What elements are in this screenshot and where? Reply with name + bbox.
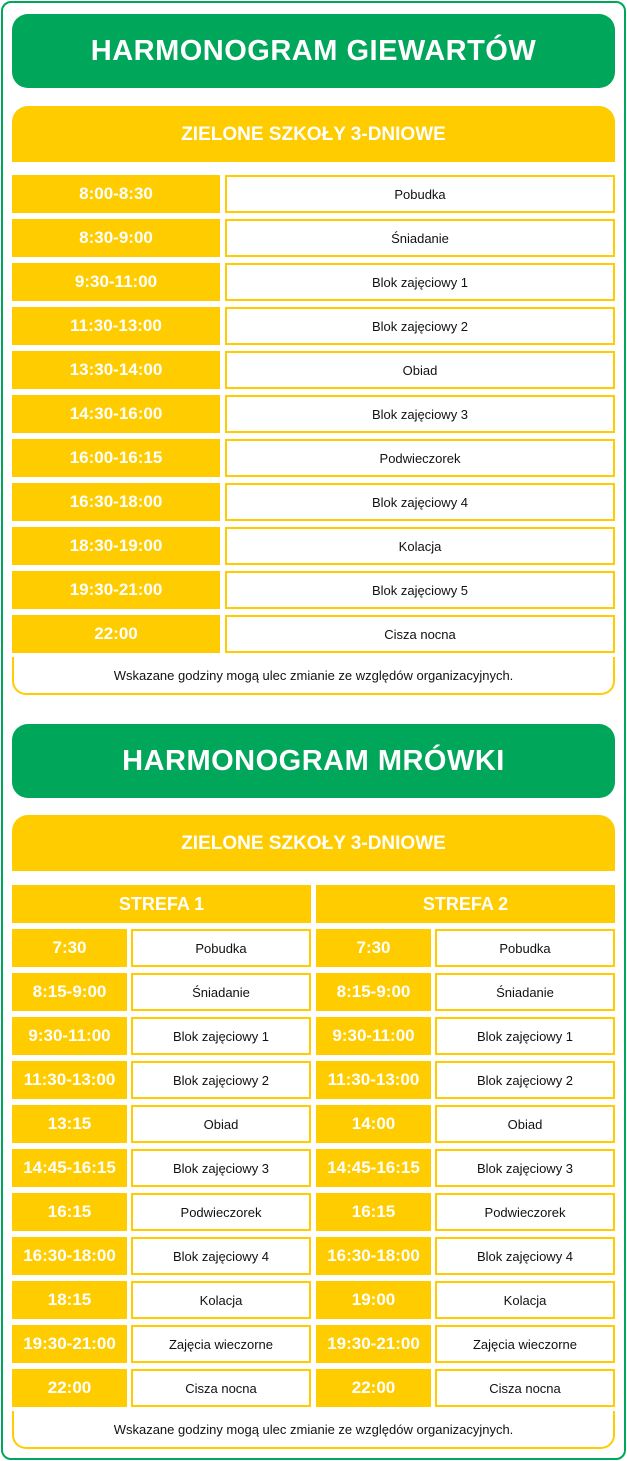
- activity-cell: Podwieczorek: [225, 439, 615, 477]
- activity-cell: Blok zajęciowy 4: [435, 1237, 615, 1275]
- activity-cell: Cisza nocna: [225, 615, 615, 653]
- mrowki-note: Wskazane godziny mogą ulec zmianie ze względów organizacyjnych.: [12, 1411, 615, 1449]
- table-row: [316, 929, 615, 967]
- activity-cell: Blok zajęciowy 4: [131, 1237, 311, 1275]
- zone-2-header: STREFA 2: [316, 885, 615, 923]
- time-cell: 22:00: [12, 615, 220, 653]
- table-row: [12, 527, 615, 565]
- activity-cell: Kolacja: [225, 527, 615, 565]
- time-cell: 8:00-8:30: [12, 175, 220, 213]
- table-row: [12, 263, 615, 301]
- activity-cell: Obiad: [131, 1105, 311, 1143]
- activity-cell: Blok zajęciowy 5: [225, 571, 615, 609]
- time-cell: 8:15-9:00: [12, 973, 127, 1011]
- time-cell: 8:15-9:00: [316, 973, 431, 1011]
- activity-cell: Blok zajęciowy 2: [225, 307, 615, 345]
- time-cell: 11:30-13:00: [12, 307, 220, 345]
- time-cell: 19:30-21:00: [316, 1325, 431, 1363]
- activity-cell: Śniadanie: [435, 973, 615, 1011]
- time-cell: 7:30: [316, 929, 431, 967]
- table-row: [12, 1105, 311, 1143]
- table-row: [12, 219, 615, 257]
- time-cell: 19:30-21:00: [12, 1325, 127, 1363]
- time-cell: 19:30-21:00: [12, 571, 220, 609]
- activity-cell: Blok zajęciowy 4: [225, 483, 615, 521]
- time-cell: 7:30: [12, 929, 127, 967]
- time-cell: 13:15: [12, 1105, 127, 1143]
- time-cell: 18:15: [12, 1281, 127, 1319]
- table-row: [12, 307, 615, 345]
- activity-cell: Blok zajęciowy 2: [435, 1061, 615, 1099]
- table-row: [316, 1325, 615, 1363]
- table-row: [12, 1149, 311, 1187]
- time-cell: 16:15: [316, 1193, 431, 1231]
- time-cell: 14:00: [316, 1105, 431, 1143]
- activity-cell: Cisza nocna: [131, 1369, 311, 1407]
- activity-cell: Blok zajęciowy 1: [225, 263, 615, 301]
- time-cell: 14:45-16:15: [316, 1149, 431, 1187]
- time-cell: 9:30-11:00: [12, 263, 220, 301]
- giewartow-subtitle: ZIELONE SZKOŁY 3-DNIOWE: [12, 106, 615, 162]
- table-row: [316, 1017, 615, 1055]
- table-row: [12, 571, 615, 609]
- time-cell: 8:30-9:00: [12, 219, 220, 257]
- activity-cell: Blok zajęciowy 1: [131, 1017, 311, 1055]
- table-row: [12, 1193, 311, 1231]
- activity-cell: Kolacja: [435, 1281, 615, 1319]
- activity-cell: Obiad: [225, 351, 615, 389]
- time-cell: 19:00: [316, 1281, 431, 1319]
- activity-cell: Podwieczorek: [435, 1193, 615, 1231]
- time-cell: 16:30-18:00: [12, 483, 220, 521]
- table-row: [316, 1105, 615, 1143]
- table-row: [12, 351, 615, 389]
- table-row: [12, 1017, 311, 1055]
- table-row: [316, 1193, 615, 1231]
- time-cell: 22:00: [12, 1369, 127, 1407]
- table-row: [316, 1281, 615, 1319]
- time-cell: 14:45-16:15: [12, 1149, 127, 1187]
- time-cell: 16:30-18:00: [316, 1237, 431, 1275]
- mrowki-title: HARMONOGRAM MRÓWKI: [12, 724, 615, 798]
- activity-cell: Pobudka: [435, 929, 615, 967]
- activity-cell: Śniadanie: [131, 973, 311, 1011]
- activity-cell: Obiad: [435, 1105, 615, 1143]
- time-cell: 16:00-16:15: [12, 439, 220, 477]
- activity-cell: Podwieczorek: [131, 1193, 311, 1231]
- time-cell: 18:30-19:00: [12, 527, 220, 565]
- activity-cell: Pobudka: [225, 175, 615, 213]
- table-row: [12, 1237, 311, 1275]
- time-cell: 9:30-11:00: [316, 1017, 431, 1055]
- activity-cell: Zajęcia wieczorne: [131, 1325, 311, 1363]
- table-row: [316, 1237, 615, 1275]
- table-row: [12, 973, 311, 1011]
- table-row: [12, 1061, 311, 1099]
- table-row: [12, 395, 615, 433]
- table-row: [12, 615, 615, 653]
- time-cell: 22:00: [316, 1369, 431, 1407]
- activity-cell: Blok zajęciowy 2: [131, 1061, 311, 1099]
- activity-cell: Zajęcia wieczorne: [435, 1325, 615, 1363]
- activity-cell: Blok zajęciowy 3: [225, 395, 615, 433]
- activity-cell: Śniadanie: [225, 219, 615, 257]
- table-row: [12, 929, 311, 967]
- activity-cell: Blok zajęciowy 3: [131, 1149, 311, 1187]
- table-row: [12, 175, 615, 213]
- activity-cell: Kolacja: [131, 1281, 311, 1319]
- giewartow-title: HARMONOGRAM GIEWARTÓW: [12, 14, 615, 88]
- table-row: [316, 1369, 615, 1407]
- activity-cell: Blok zajęciowy 3: [435, 1149, 615, 1187]
- table-row: [12, 1325, 311, 1363]
- zone-1-header: STREFA 1: [12, 885, 311, 923]
- table-row: [12, 1369, 311, 1407]
- table-row: [316, 1061, 615, 1099]
- activity-cell: Blok zajęciowy 1: [435, 1017, 615, 1055]
- time-cell: 16:30-18:00: [12, 1237, 127, 1275]
- time-cell: 13:30-14:00: [12, 351, 220, 389]
- time-cell: 9:30-11:00: [12, 1017, 127, 1055]
- table-row: [12, 483, 615, 521]
- giewartow-note: Wskazane godziny mogą ulec zmianie ze względów organizacyjnych.: [12, 657, 615, 695]
- activity-cell: Cisza nocna: [435, 1369, 615, 1407]
- table-row: [316, 973, 615, 1011]
- time-cell: 11:30-13:00: [316, 1061, 431, 1099]
- table-row: [12, 1281, 311, 1319]
- time-cell: 11:30-13:00: [12, 1061, 127, 1099]
- mrowki-subtitle: ZIELONE SZKOŁY 3-DNIOWE: [12, 815, 615, 871]
- table-row: [12, 439, 615, 477]
- time-cell: 16:15: [12, 1193, 127, 1231]
- time-cell: 14:30-16:00: [12, 395, 220, 433]
- activity-cell: Pobudka: [131, 929, 311, 967]
- table-row: [316, 1149, 615, 1187]
